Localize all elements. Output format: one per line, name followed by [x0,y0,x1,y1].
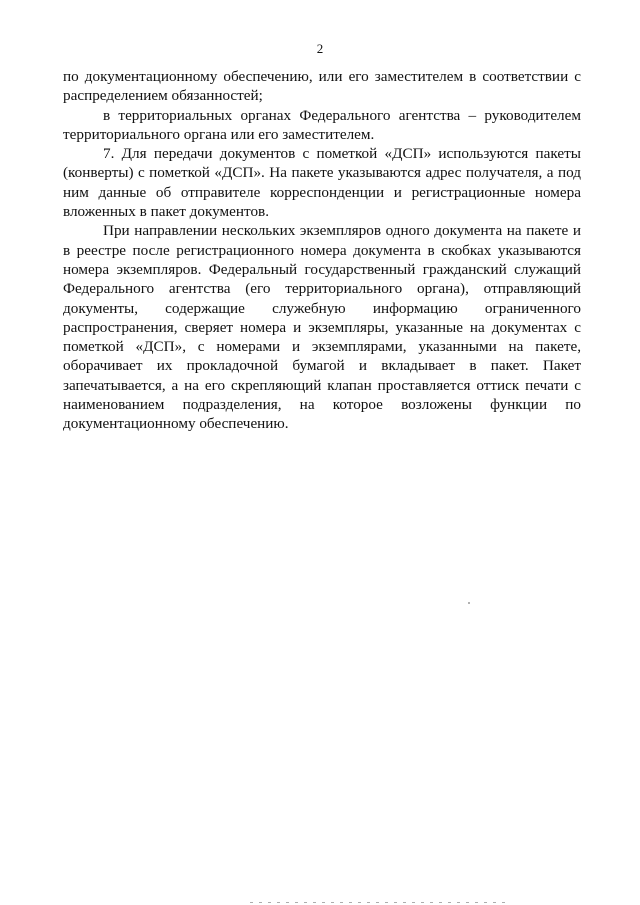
paragraph-territorial-organs: в территориальных органах Федерального агентства – руководителем территориального органа или его заместителем. [63,106,581,143]
document-body [63,67,581,434]
paragraph-item-7: 7. Для передачи документов с пометкой «ДСП» используются пакеты (конверты) с пометкой «ДСП». На пакете указываются адрес получателя, а под ним данные об отправителе корреспонденции и регистрационные номера вложенных в пакет документов. [63,145,581,221]
page-number: 2 [316,41,324,56]
scan-edge-artifact [250,902,510,903]
scan-speck [468,602,470,604]
paragraph-continuation: по документационному обеспечению, или его заместителем в соответствии с распределением обязанностей; [63,68,581,105]
paragraph-multiple-copies: При направлении нескольких экземпляров одного документа на пакете и в реестре после регистрационного номера документа в скобках указываются номера экземпляров. Федеральный государственный гражданский служащий Федерального агентства (его территориального органа), отправляющий документы, содержащие служебную информацию ограниченного распространения, сверяет номера и экземпляры, указанные на документах с пометкой «ДСП», с номерами и экземплярами, указанными на пакете, оборачивает их прокладочной бумагой и вкладывает в пакет. Пакет запечатывается, а на его скрепляющий клапан проставляется оттиск печати с наименованием подразделения, на которое возложены функции по документационному обеспечению. [63,222,581,433]
